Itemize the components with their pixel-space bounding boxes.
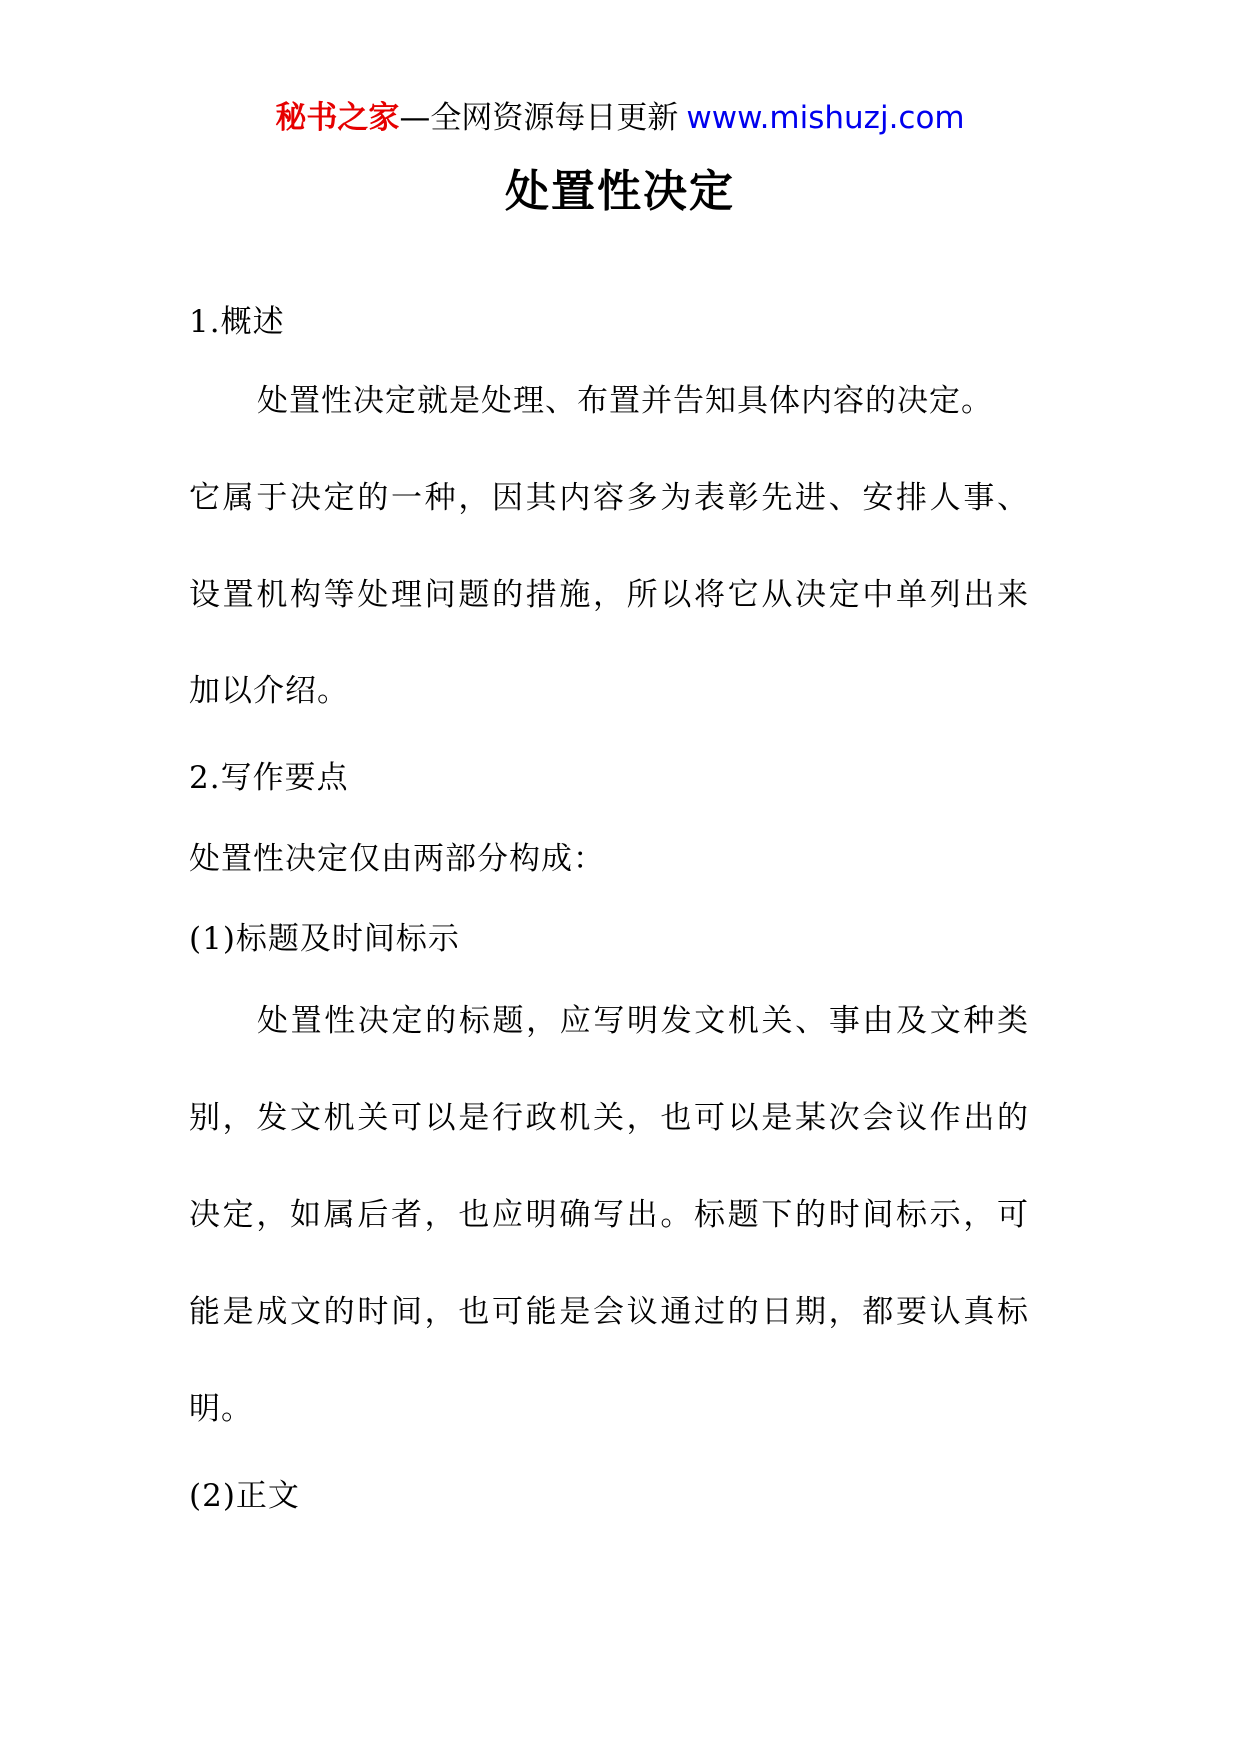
section-heading-writing-points: 2.写作要点 — [189, 760, 349, 796]
paragraph-line: 设置机构等处理问题的措施，所以将它从决定中单列出来 — [189, 577, 1029, 613]
paragraph-line: 能是成文的时间，也可能是会议通过的日期，都要认真标 — [189, 1294, 1029, 1330]
paragraph-line: 决定，如属后者，也应明确写出。标题下的时间标示，可 — [189, 1197, 1029, 1233]
paragraph-line: 明。 — [189, 1391, 253, 1427]
paragraph-line: 处置性决定仅由两部分构成： — [189, 841, 605, 877]
section-heading-overview: 1.概述 — [189, 304, 285, 340]
paragraph-line: 别，发文机关可以是行政机关，也可以是某次会议作出的 — [189, 1100, 1029, 1136]
paragraph-line: 处置性决定的标题，应写明发文机关、事由及文种类 — [257, 1003, 1029, 1039]
paragraph-line: 它属于决定的一种，因其内容多为表彰先进、安排人事、 — [189, 480, 1029, 516]
site-header — [0, 98, 1240, 138]
subheading-body: (2)正文 — [189, 1478, 300, 1514]
site-url-link[interactable]: www.mishuzj.com — [686, 100, 965, 136]
paragraph-line: 处置性决定就是处理、布置并告知具体内容的决定。 — [257, 383, 993, 419]
paragraph-line: 加以介绍。 — [189, 673, 349, 709]
site-slogan: —全网资源每日更新 — [399, 100, 679, 136]
document-title: 处置性决定 — [505, 166, 735, 217]
site-brand: 秘书之家 — [275, 100, 400, 136]
subheading-title-and-time: (1)标题及时间标示 — [189, 921, 460, 957]
